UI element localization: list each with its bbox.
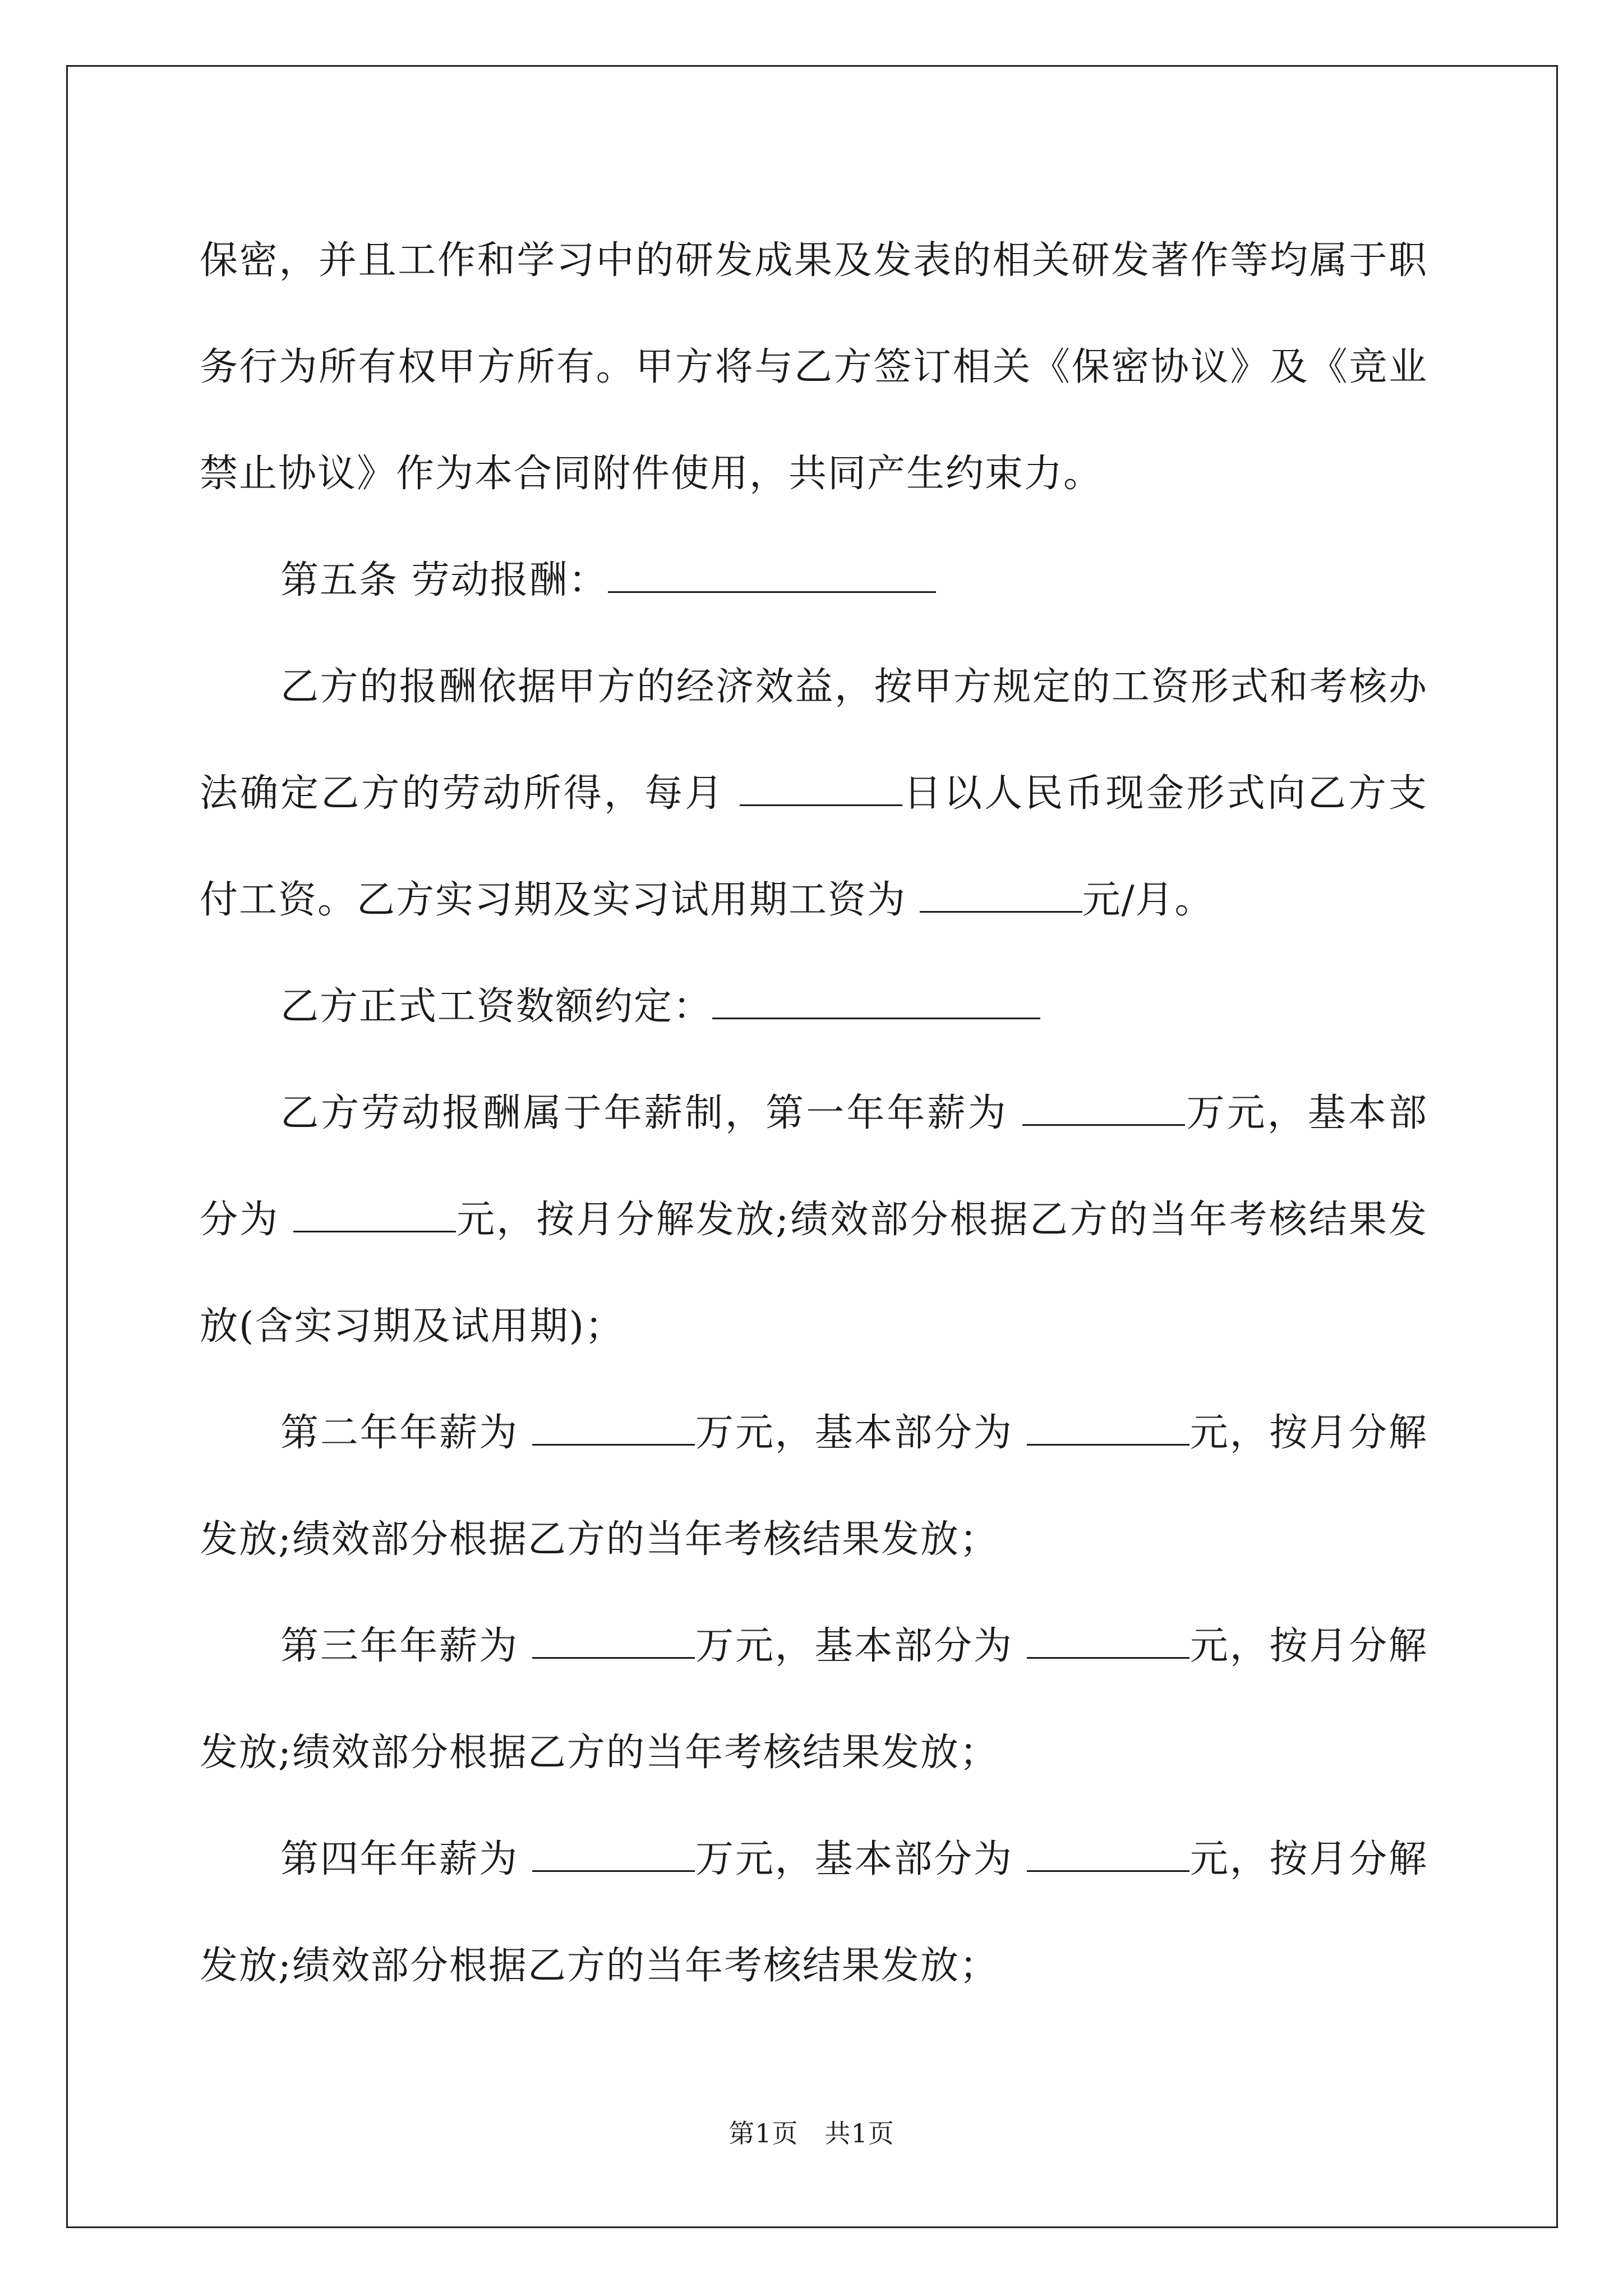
paragraph-text: 万元，基本部分为 — [695, 1411, 1027, 1455]
paragraph-text: 第三年年薪为 — [280, 1624, 533, 1668]
paragraph-text: 元，按月分解发放;绩效部分根据乙方的当年考核结果发放(含实习期及试用期)； — [200, 1198, 1428, 1349]
page-number-footer: 第1页 共1页 — [728, 2118, 895, 2148]
fill-blank-base-part — [1027, 1839, 1189, 1872]
paragraph-text: 第二年年薪为 — [280, 1411, 533, 1455]
paragraph-confidentiality — [200, 208, 1428, 527]
fill-blank-annual-salary — [532, 1839, 695, 1872]
fill-blank-probation-wage — [920, 880, 1082, 913]
paragraph-text: 乙方正式工资数额约定： — [280, 984, 713, 1029]
paragraph-text: 万元，基本部分为 — [695, 1624, 1027, 1668]
paragraph-text: 保密，并且工作和学习中的研发成果及发表的相关研发著作等均属于职务行为所有权甲方所有。甲方将与乙方签订相关《保密协议》及《竞业禁止协议》作为本合同附件使用，共同产生约束力。 — [200, 238, 1428, 496]
paragraph-text: 乙方的报酬依据甲方的经济效益，按甲方规定的工资形式和考核办法确定乙方的劳动所得，每月 — [200, 665, 1428, 816]
paragraph-formal-wage — [200, 954, 1428, 1060]
fill-blank — [608, 560, 936, 593]
paragraph-text: 元，按月分解发放;绩效部分根据乙方的当年考核结果发放； — [200, 1411, 1428, 1562]
paragraph-text: 元/月。 — [1082, 878, 1214, 922]
paragraph-year-one — [200, 1060, 1428, 1380]
paragraph-year-three — [200, 1593, 1428, 1806]
fill-blank-annual-salary — [532, 1412, 695, 1446]
fill-blank-base-part — [1027, 1626, 1189, 1659]
paragraph-text: 乙方劳动报酬属于年薪制，第一年年薪为 — [280, 1091, 1023, 1135]
paragraph-text: 元，按月分解发放;绩效部分根据乙方的当年考核结果发放； — [200, 1837, 1428, 1988]
paragraph-text: 日以人民币现金形式向乙方支付工资。乙方实习期及实习试用期工资为 — [200, 771, 1428, 922]
paragraph-year-four — [200, 1806, 1428, 2019]
paragraph-year-two — [200, 1380, 1428, 1593]
fill-blank-annual-salary — [1022, 1093, 1185, 1126]
paragraph-text: 万元，基本部分为 — [200, 1091, 1428, 1242]
fill-blank-annual-salary — [532, 1626, 695, 1659]
fill-blank-base-part — [1027, 1412, 1189, 1446]
paragraph-text: 元，按月分解发放;绩效部分根据乙方的当年考核结果发放； — [200, 1624, 1428, 1775]
paragraph-article-five-heading — [200, 527, 1428, 634]
fill-blank — [712, 986, 1040, 1019]
paragraph-salary-basis — [200, 634, 1428, 954]
fill-blank-base-part — [293, 1199, 456, 1232]
fill-blank-pay-day — [740, 773, 902, 806]
paragraph-text: 万元，基本部分为 — [695, 1837, 1027, 1881]
paragraph-text: 第五条 劳动报酬： — [280, 558, 608, 602]
paragraph-text: 第四年年薪为 — [280, 1837, 533, 1881]
document-body — [200, 208, 1428, 2019]
